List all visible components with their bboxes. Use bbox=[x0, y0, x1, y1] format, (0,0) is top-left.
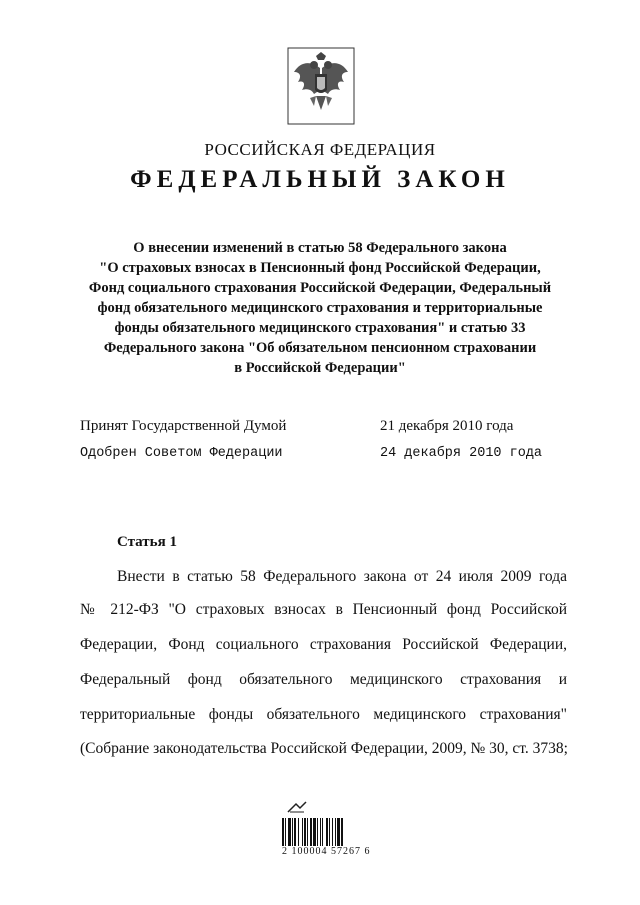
law-title bbox=[60, 238, 580, 378]
barcode-bar bbox=[335, 818, 336, 846]
barcode-bar bbox=[326, 818, 328, 846]
barcode-bar bbox=[313, 818, 316, 846]
barcode-bar bbox=[317, 818, 318, 846]
law-type-heading: ФЕДЕРАЛЬНЫЙ ЗАКОН bbox=[130, 166, 510, 193]
barcode-bar bbox=[304, 818, 306, 846]
barcode-bar bbox=[329, 818, 330, 846]
barcode-mark-icon bbox=[286, 800, 308, 814]
barcode-bar bbox=[285, 818, 286, 846]
barcode-bar bbox=[302, 818, 303, 846]
article-text-line: Федеральный фонд обязательного медицинского страхования и bbox=[80, 671, 567, 688]
title-line: Федерального закона "Об обязательном пенсионном страховании bbox=[103, 340, 537, 356]
article-text-line: Федерации, Фонд социального страхования Российской Федерации, bbox=[80, 636, 567, 653]
country-name: РОССИЙСКАЯ ФЕДЕРАЦИЯ bbox=[204, 140, 436, 159]
barcode-bar bbox=[294, 818, 296, 846]
barcode bbox=[282, 818, 364, 846]
barcode-number: 2 100004 57267 6 bbox=[282, 846, 371, 857]
barcode-bar bbox=[298, 818, 299, 846]
title-line: фонд обязательного медицинского страхования и территориальные bbox=[97, 300, 543, 316]
article-text-line: (Собрание законодательства Российской Федерации, 2009, № 30, ст. 3738; bbox=[80, 740, 568, 757]
title-line: Фонд социального страхования Российской Федерации, Федеральный bbox=[88, 280, 552, 296]
barcode-bar bbox=[332, 818, 333, 846]
title-line: О внесении изменений в статью 58 Федерального закона bbox=[133, 240, 507, 256]
barcode-bar bbox=[307, 818, 308, 846]
council-label: Одобрен Советом Федерации bbox=[80, 446, 283, 461]
barcode-bar bbox=[320, 818, 321, 846]
barcode-bar bbox=[282, 818, 284, 846]
barcode-bar bbox=[292, 818, 293, 846]
title-line: "О страховых взносах в Пенсионный фонд Российской Федерации, bbox=[99, 260, 541, 276]
article-text-line: территориальные фонды обязательного медицинского страхования" bbox=[80, 706, 567, 723]
title-line: фонды обязательного медицинского страхования" и статью 33 bbox=[114, 320, 526, 336]
title-line: в Российской Федерации" bbox=[234, 360, 406, 376]
barcode-bar bbox=[341, 818, 343, 846]
barcode-bar bbox=[337, 818, 340, 846]
barcode-bar bbox=[310, 818, 312, 846]
article-text-line: № 212-ФЗ "О страховых взносах в Пенсионный фонд Российской bbox=[80, 601, 567, 618]
duma-date: 21 декабря 2010 года bbox=[380, 418, 514, 434]
council-date: 24 декабря 2010 года bbox=[380, 446, 543, 461]
coat-of-arms-emblem bbox=[286, 46, 356, 126]
article-heading: Статья 1 bbox=[117, 534, 177, 550]
duma-label: Принят Государственной Думой bbox=[80, 418, 287, 434]
barcode-bar bbox=[322, 818, 323, 846]
barcode-bar bbox=[288, 818, 291, 846]
article-text-line: Внести в статью 58 Федерального закона от 24 июля 2009 года bbox=[117, 568, 567, 585]
